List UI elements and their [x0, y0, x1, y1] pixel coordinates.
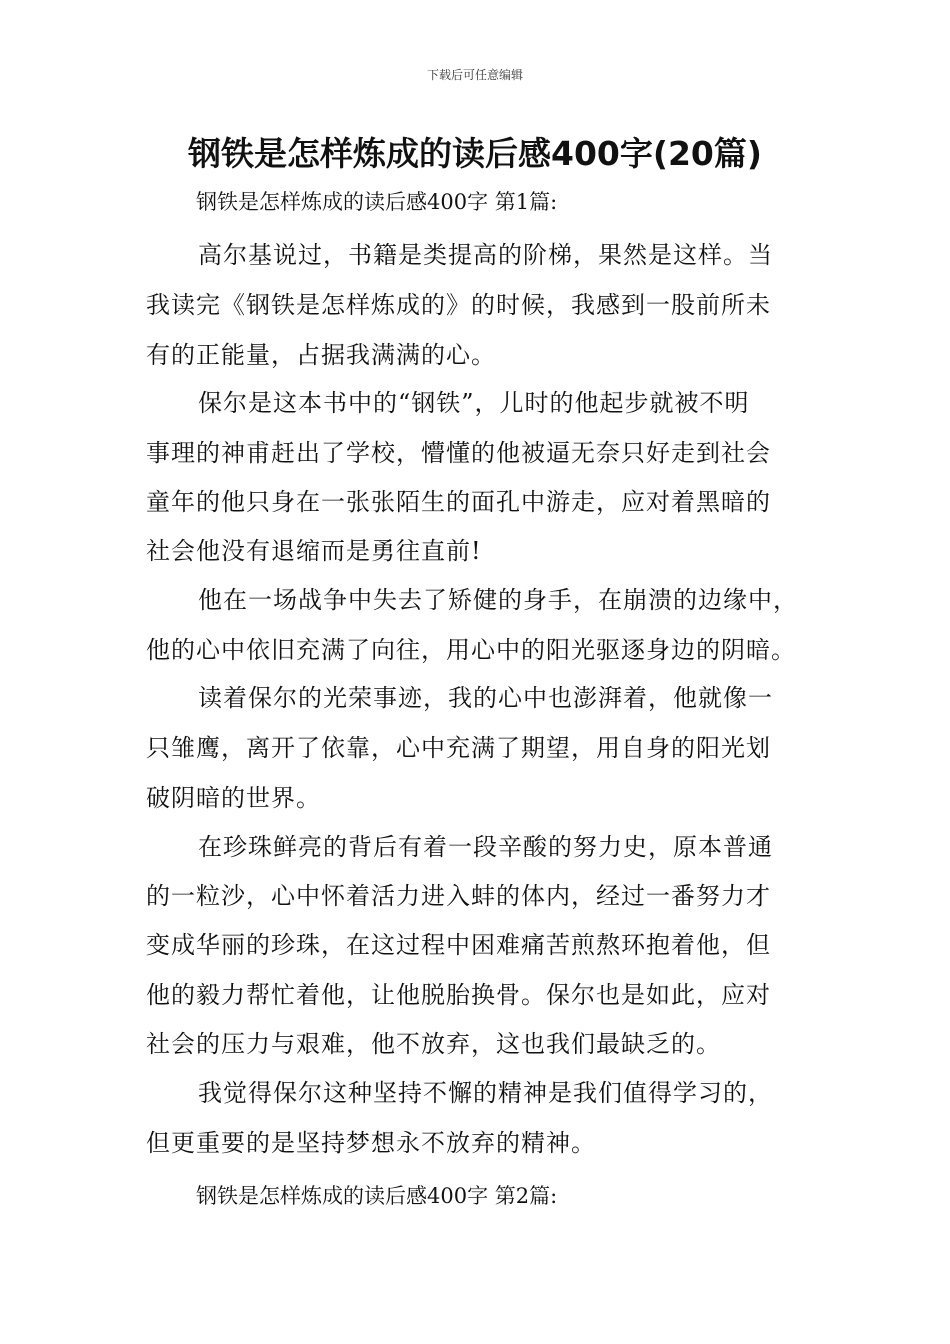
section-heading-2: 钢铁是怎样炼成的读后感400字 第2篇:	[196, 1184, 558, 1208]
paragraph-line: 他的心中依旧充满了向往，用心中的阳光驱逐身边的阴暗。	[146, 636, 796, 664]
paragraph-line: 我读完《钢铁是怎样炼成的》的时候，我感到一股前所未	[146, 291, 771, 319]
paragraph-line: 破阴暗的世界。	[146, 784, 321, 812]
paragraph-line: 事理的神甫赶出了学校，懵懂的他被逼无奈只好走到社会	[146, 439, 771, 467]
paragraph-line: 童年的他只身在一张张陌生的面孔中游走，应对着黑暗的	[146, 488, 771, 516]
paragraph-line: 保尔是这本书中的“钢铁”，儿时的他起步就被不明	[198, 389, 750, 417]
paragraph-line: 社会他没有退缩而是勇往直前!	[146, 537, 482, 565]
paragraph-line: 读着保尔的光荣事迹，我的心中也澎湃着，他就像一	[198, 684, 773, 712]
section-heading-1: 钢铁是怎样炼成的读后感400字 第1篇:	[196, 190, 558, 214]
header-note: 下载后可任意编辑	[426, 68, 523, 82]
paragraph-line: 有的正能量，占据我满满的心。	[146, 341, 496, 369]
paragraph-line: 的一粒沙，心中怀着活力进入蚌的体内，经过一番努力才	[146, 882, 771, 910]
paragraph-line: 变成华丽的珍珠，在这过程中困难痛苦煎熬环抱着他，但	[146, 931, 771, 959]
paragraph-line: 他的毅力帮忙着他，让他脱胎换骨。保尔也是如此，应对	[146, 981, 771, 1009]
paragraph-line: 只雏鹰，离开了依靠，心中充满了期望，用自身的阳光划	[146, 734, 771, 762]
paragraph-line: 在珍珠鲜亮的背后有着一段辛酸的努力史，原本普通	[198, 833, 773, 861]
paragraph-line: 社会的压力与艰难，他不放弃，这也我们最缺乏的。	[146, 1030, 721, 1058]
paragraph-line: 但更重要的是坚持梦想永不放弃的精神。	[146, 1129, 596, 1157]
paragraph-line: 他在一场战争中失去了矫健的身手，在崩溃的边缘中，	[198, 586, 798, 614]
paragraph-line: 高尔基说过，书籍是类提高的阶梯，果然是这样。当	[198, 241, 773, 269]
paragraph-line: 我觉得保尔这种坚持不懈的精神是我们值得学习的，	[198, 1079, 773, 1107]
document-title: 钢铁是怎样炼成的读后感400字(20篇)	[188, 134, 762, 173]
